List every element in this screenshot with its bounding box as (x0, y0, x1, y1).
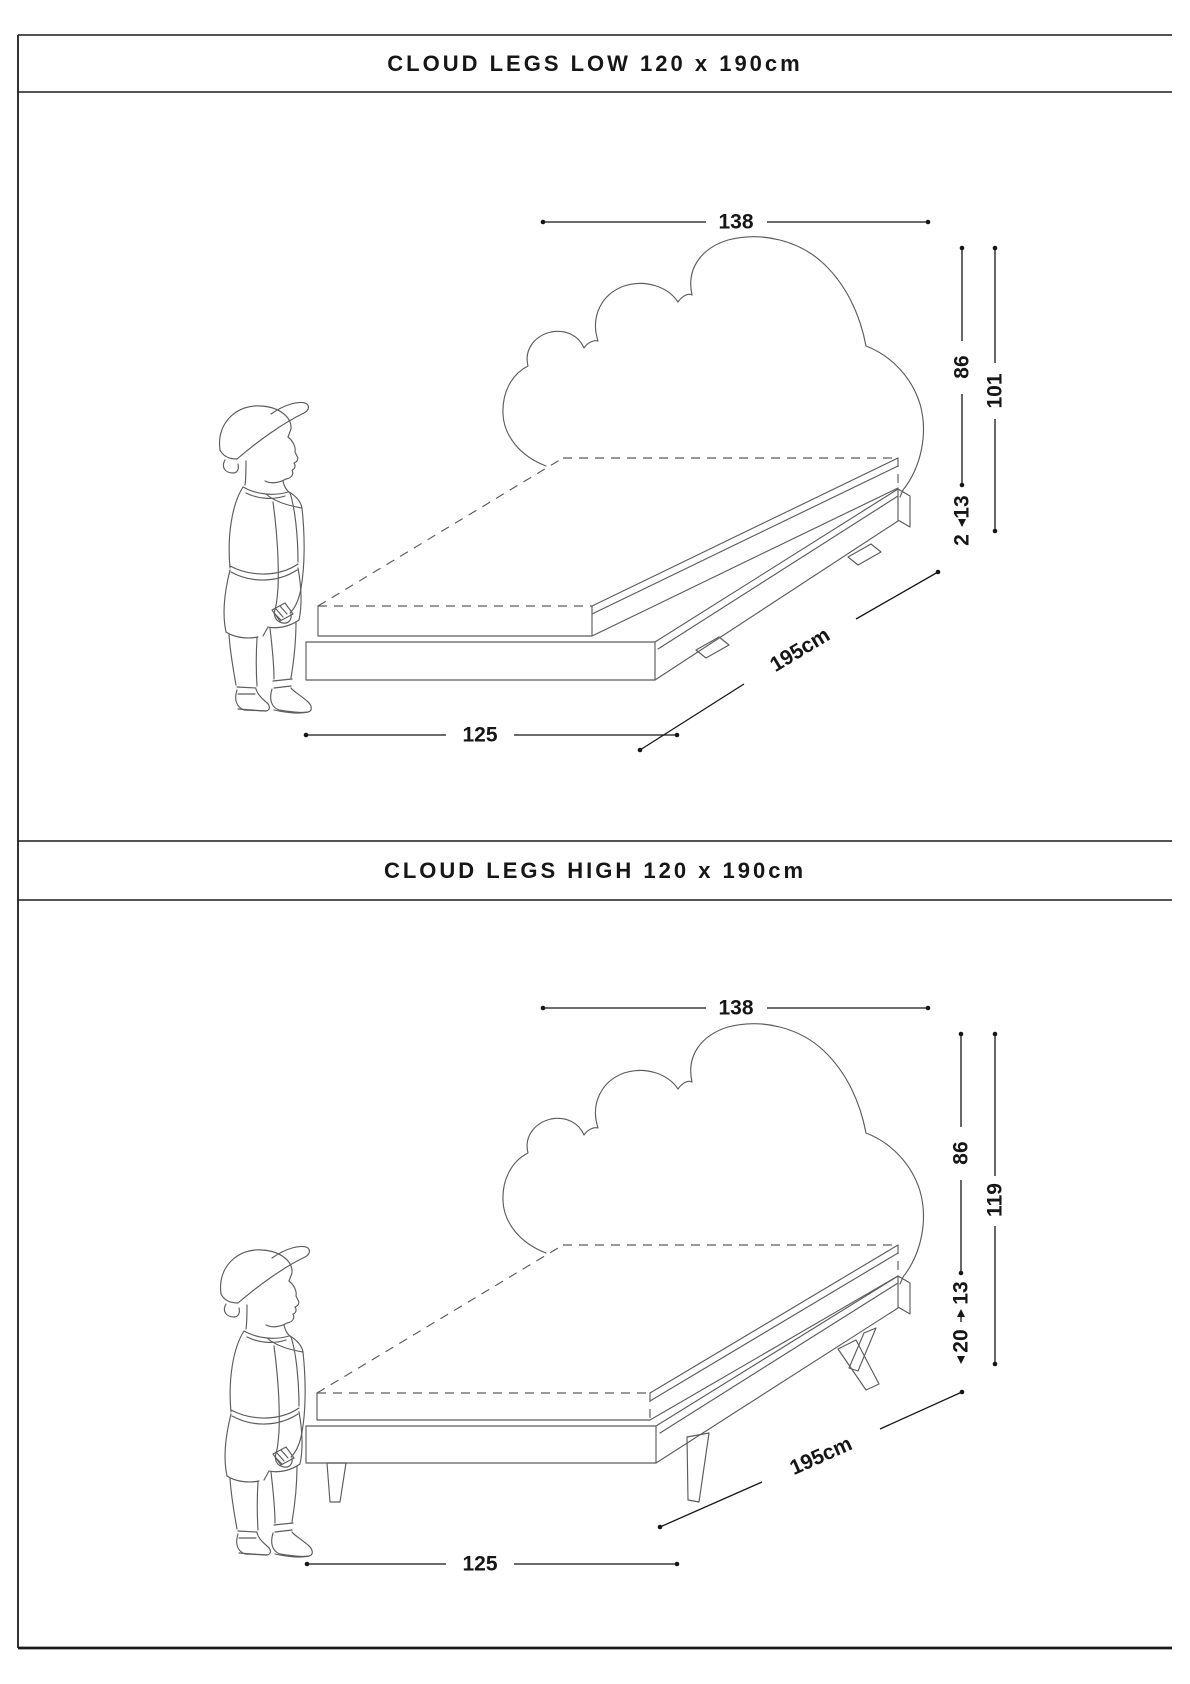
child-figure-high (221, 1246, 313, 1557)
dim-high-headboard-height: 86 (949, 1141, 973, 1165)
dimensions-high (305, 997, 1007, 1576)
dim-high-frame-thickness: 13 (949, 1281, 973, 1305)
panel-low (220, 51, 1007, 752)
dim-high-base-width: 125 (462, 1552, 498, 1576)
panel-low-title: CLOUD LEGS LOW 120 x 190cm (387, 51, 803, 76)
dim-low-leg-height: 2 (950, 534, 974, 546)
dim-low-base-width: 125 (462, 723, 498, 747)
dim-high-bed-length: 195cm (786, 1432, 856, 1480)
dim-high-headboard-width: 138 (718, 996, 754, 1020)
dim-high-total-height: 119 (983, 1183, 1007, 1217)
dim-low-bed-length: 195cm (766, 623, 834, 677)
child-figure-low (220, 402, 312, 713)
dim-high-leg-height: 20 (949, 1329, 973, 1353)
panel-high (221, 858, 1007, 1576)
dim-low-headboard-width: 138 (718, 210, 754, 234)
dim-low-frame-thickness: 13 (950, 495, 974, 519)
dim-low-total-height: 101 (983, 373, 1007, 409)
dim-low-headboard-height: 86 (950, 355, 974, 379)
sheet-borders (18, 35, 1172, 1648)
panel-high-title: CLOUD LEGS HIGH 120 x 190cm (383, 858, 807, 883)
